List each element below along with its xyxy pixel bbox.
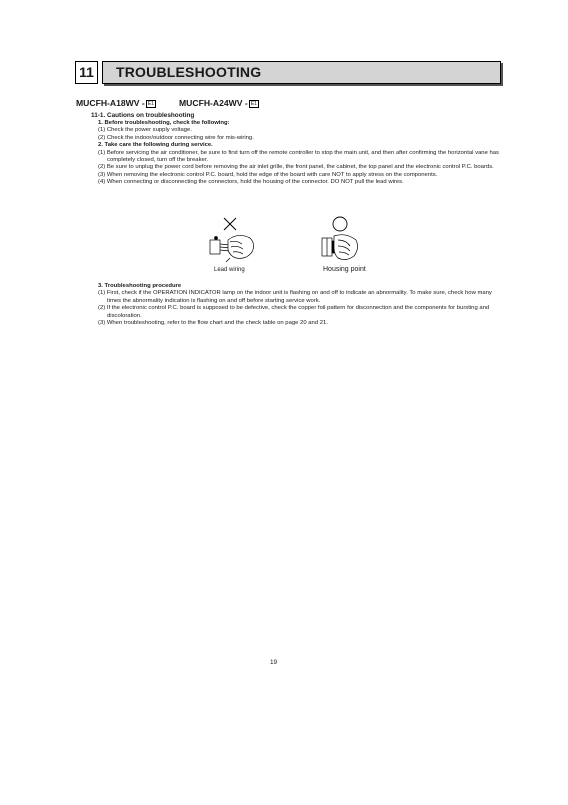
- wrong-x-mark-icon: [224, 218, 236, 230]
- heading-service-care: 2. Take care the following during service.: [98, 142, 213, 149]
- list-item: (2) Be sure to unplug the power cord before removing the air inlet grille, the front panel, the cabinet, the top panel and the electronic control P.C. boards.: [98, 164, 494, 171]
- section-title: TROUBLESHOOTING: [116, 64, 262, 80]
- procedure-block: [98, 283, 502, 327]
- list-item: (2) Check the indoor/outdoor connecting wire for mis-wiring.: [98, 134, 254, 141]
- section-number: 11: [75, 61, 98, 84]
- figures-drawing: [200, 214, 380, 266]
- model-1: [76, 98, 156, 108]
- correct-circle-mark-icon: [333, 217, 347, 231]
- list-item: (3) When removing the electronic control P.C. board, hold the edge of the board with care NOT to apply stress on the components.: [98, 171, 438, 178]
- model-1-name: MUCFH-A18WV -: [76, 98, 145, 108]
- list-item: (1) Before servicing the air conditioner, be sure to first turn off the remote controller to stop the main unit, and then after confirming the horizontal vane has completely closed, turn off the breaker.: [98, 149, 499, 164]
- model-line: [76, 98, 257, 108]
- figure-label-lead-wiring: Lead wiring: [214, 267, 245, 273]
- list-item: (3) When troubleshooting, refer to the flow chart and the check table on page 20 and 21.: [98, 320, 328, 327]
- list-item: (1) First, check if the OPERATION INDICATOR lamp on the indoor unit is flashing on and off to indicate an abnormality. To make sure, check how many times the abnormality indication is flashing on and off before starting service work.: [98, 290, 492, 304]
- connector-figures: [200, 214, 380, 276]
- model-2-tag: E1: [250, 101, 257, 107]
- heading-before-troubleshooting: 1. Before troubleshooting, check the following:: [98, 120, 230, 126]
- list-item: (4) When connecting or disconnecting the connectors, hold the housing of the connector. DO NOT pull the lead wires.: [98, 179, 404, 186]
- cautions-block: [98, 120, 502, 187]
- subsection-title: 11-1. Cautions on troubleshooting: [91, 112, 195, 119]
- list-item: (2) If the electronic control P.C. board is supposed to be defective, check the copper foil pattern for disconnection and the components for bursting and discoloration.: [98, 305, 490, 319]
- section-header: [75, 61, 501, 84]
- housing-hand-icon: [322, 235, 358, 260]
- heading-troubleshooting-procedure: 3. Troubleshooting procedure: [98, 283, 182, 289]
- model-2-name: MUCFH-A24WV -: [179, 98, 248, 108]
- lead-wiring-hand-icon: [210, 235, 254, 262]
- figure-label-housing-point: Housing point: [323, 266, 366, 273]
- section-title-box: [102, 61, 501, 84]
- list-item: (1) Check the power supply voltage.: [98, 127, 192, 134]
- model-2: [179, 98, 259, 108]
- page-number: 19: [270, 659, 278, 666]
- model-1-tag: E1: [147, 101, 154, 107]
